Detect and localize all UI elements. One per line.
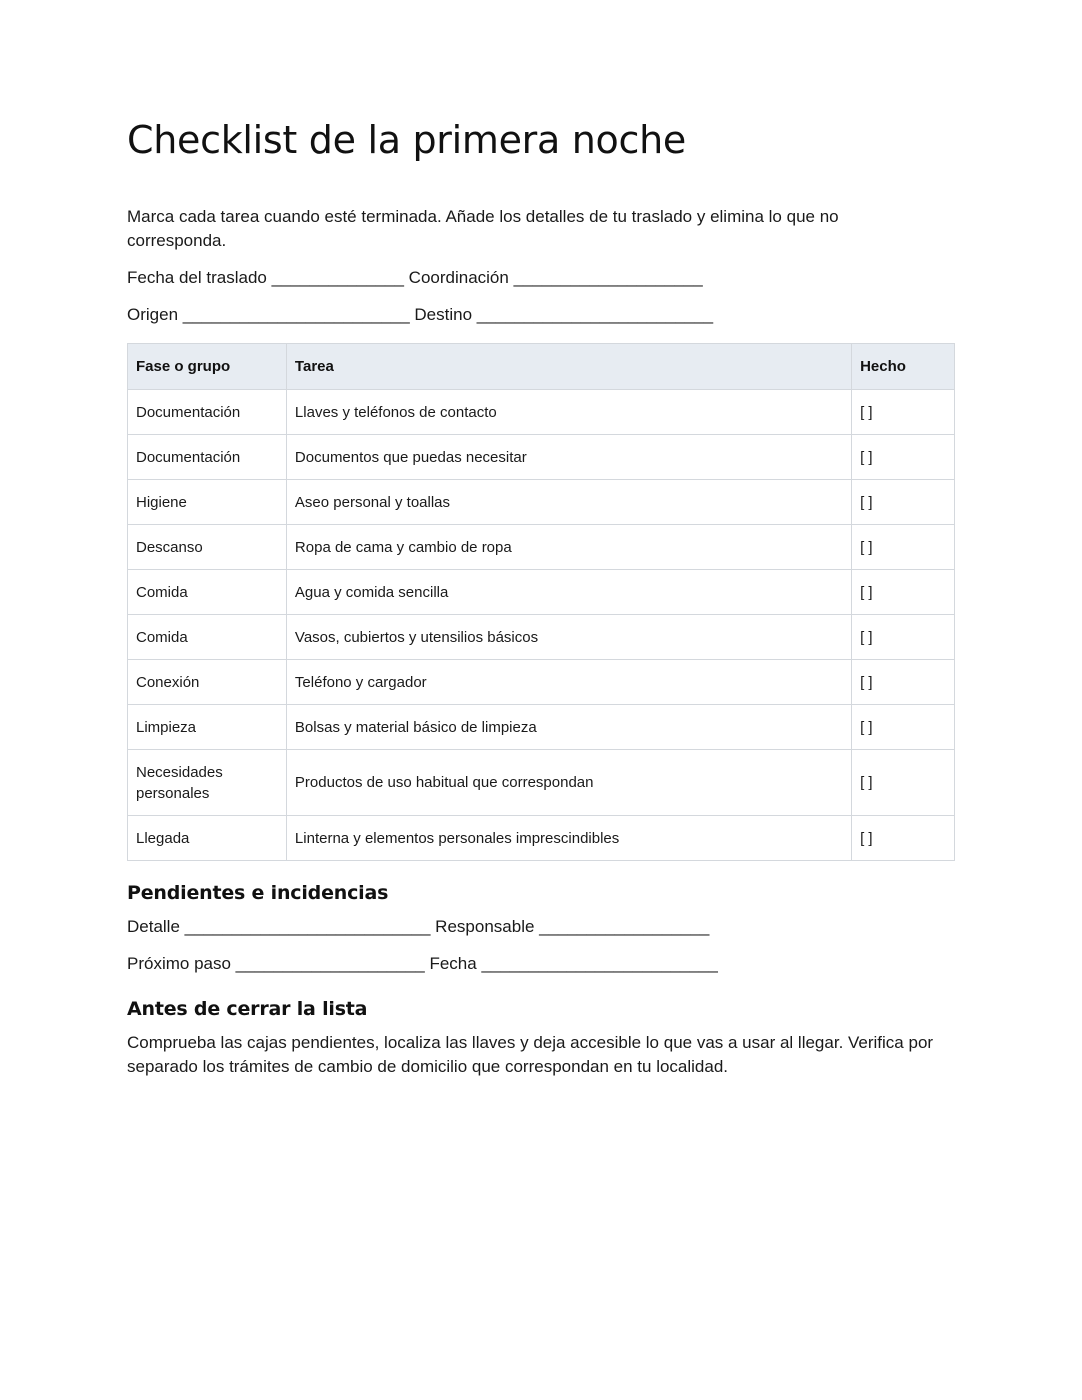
table-row: [128, 816, 955, 861]
table-row: [128, 750, 955, 816]
table-row: [128, 570, 955, 615]
table-row: [128, 480, 955, 525]
table-row: [128, 705, 955, 750]
cell-done-checkbox[interactable]: [ ]: [852, 660, 955, 705]
cell-task: Ropa de cama y cambio de ropa: [286, 525, 851, 570]
checklist-table: [127, 343, 955, 861]
field-line-origin-destination: Origen ________________________ Destino _________________________: [127, 305, 714, 324]
cell-task: Aseo personal y toallas: [286, 480, 851, 525]
cell-group: Comida: [128, 615, 287, 660]
cell-group: Descanso: [128, 525, 287, 570]
cell-task: Llaves y teléfonos de contacto: [286, 390, 851, 435]
cell-done-checkbox[interactable]: [ ]: [852, 816, 955, 861]
cell-group: Necesidades personales: [128, 750, 287, 816]
cell-task: Vasos, cubiertos y utensilios básicos: [286, 615, 851, 660]
cell-task: Teléfono y cargador: [286, 660, 851, 705]
cell-done-checkbox[interactable]: [ ]: [852, 435, 955, 480]
cell-done-checkbox[interactable]: [ ]: [852, 570, 955, 615]
cell-done-checkbox[interactable]: [ ]: [852, 525, 955, 570]
header-done: Hecho: [852, 344, 955, 390]
cell-done-checkbox[interactable]: [ ]: [852, 705, 955, 750]
cell-group: Llegada: [128, 816, 287, 861]
field-line-next-step-date: Próximo paso ____________________ Fecha _________________________: [127, 954, 718, 973]
cell-group: Conexión: [128, 660, 287, 705]
table-row: [128, 435, 955, 480]
header-task: Tarea: [286, 344, 851, 390]
cell-task: Bolsas y material básico de limpieza: [286, 705, 851, 750]
cell-done-checkbox[interactable]: [ ]: [852, 390, 955, 435]
table-row: [128, 615, 955, 660]
table-row: [128, 390, 955, 435]
cell-task: Agua y comida sencilla: [286, 570, 851, 615]
cell-done-checkbox[interactable]: [ ]: [852, 480, 955, 525]
pending-heading: Pendientes e incidencias: [127, 882, 389, 904]
page-title: Checklist de la primera noche: [127, 118, 686, 162]
field-line-date-coordination: Fecha del traslado ______________ Coordinación ____________________: [127, 268, 703, 287]
table-row: [128, 525, 955, 570]
cell-group: Limpieza: [128, 705, 287, 750]
table-header-row: [128, 344, 955, 390]
closing-heading: Antes de cerrar la lista: [127, 998, 368, 1020]
cell-group: Documentación: [128, 435, 287, 480]
field-line-detail-responsible: Detalle __________________________ Responsable __________________: [127, 917, 710, 936]
cell-group: Comida: [128, 570, 287, 615]
cell-task: Productos de uso habitual que correspondan: [286, 750, 851, 816]
cell-group: Documentación: [128, 390, 287, 435]
cell-done-checkbox[interactable]: [ ]: [852, 615, 955, 660]
cell-done-checkbox[interactable]: [ ]: [852, 750, 955, 816]
cell-task: Documentos que puedas necesitar: [286, 435, 851, 480]
header-group: Fase o grupo: [128, 344, 287, 390]
table-row: [128, 660, 955, 705]
cell-task: Linterna y elementos personales imprescindibles: [286, 816, 851, 861]
closing-text: Comprueba las cajas pendientes, localiza las llaves y deja accesible lo que vas a usar al llegar. Verifica por separado los trámites de cambio de domicilio que correspondan en tu localidad.: [127, 1033, 934, 1076]
intro-text: Marca cada tarea cuando esté terminada. Añade los detalles de tu traslado y elimina lo que no corresponda.: [127, 207, 839, 250]
cell-group: Higiene: [128, 480, 287, 525]
